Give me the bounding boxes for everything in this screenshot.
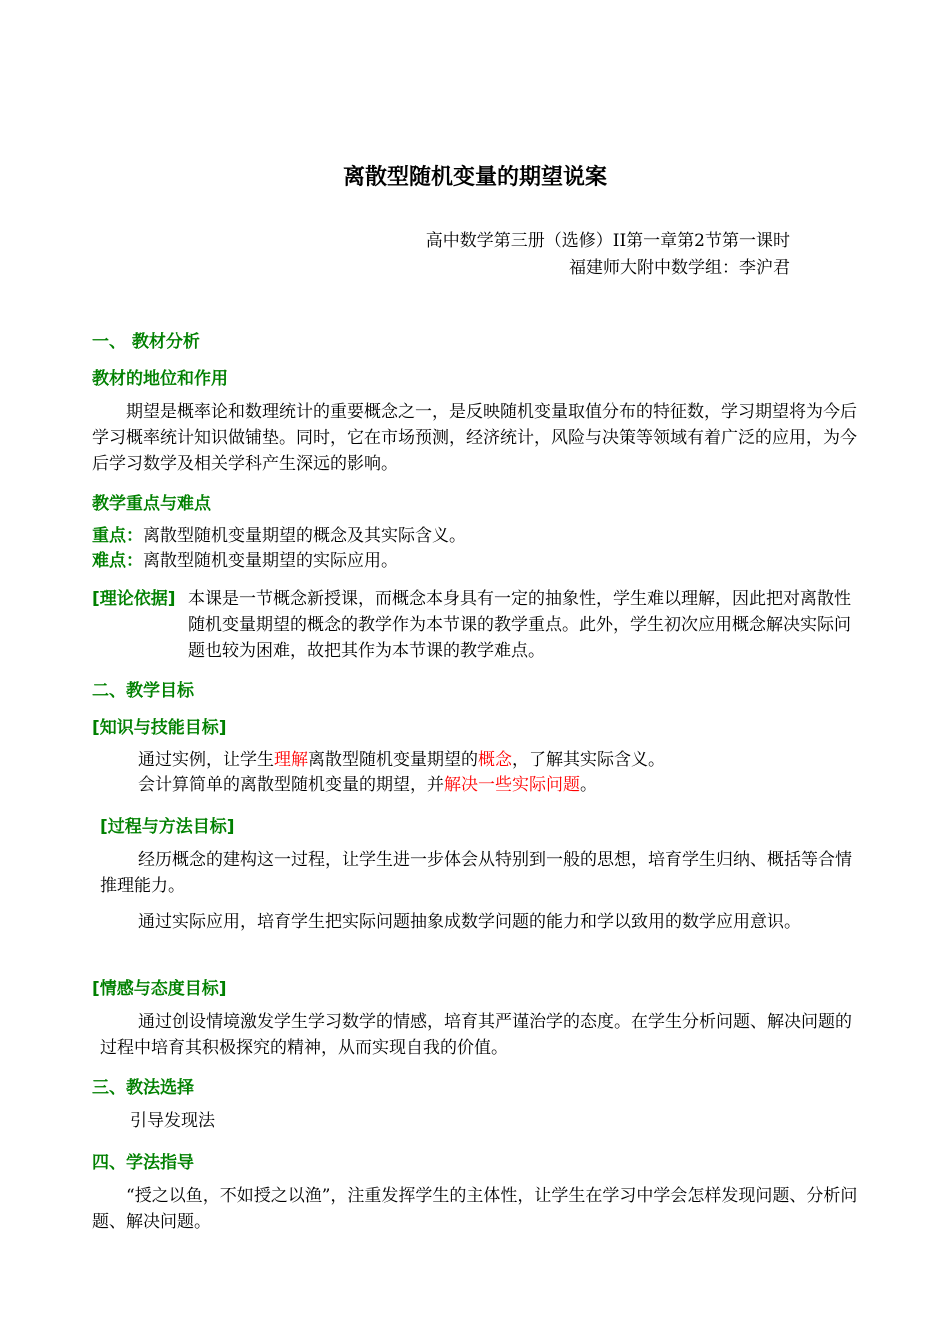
key-point-line [92, 523, 466, 549]
attitude-goal-paragraph: 通过创设情境激发学生学习数学的情感，培育其严谨治学的态度。在学生分析问题、解决问题的过程中培育其积极探究的精神，从而实现自我的价值。 [100, 1012, 852, 1058]
document-title: 离散型随机变量的期望说案 [342, 165, 607, 190]
role-paragraph: 期望是概率论和数理统计的重要概念之一，是反映随机变量取值分布的特征数，学习期望将为今后学习概率统计知识做铺垫。同时，它在市场预测，经济统计，风险与决策等领域有着广泛的应用，为今后学习数学及相关学科产生深远的影响。 [92, 402, 857, 474]
section-4-heading: 四、学法指导 [92, 1153, 194, 1173]
document-subtitle: 高中数学第三册（选修）II第一章第2节第一课时 [425, 231, 790, 251]
author-line: 福建师大附中数学组：李沪君 [569, 258, 790, 278]
process-goal-paragraph-2: 通过实际应用，培育学生把实际问题抽象成数学问题的能力和学以致用的数学应用意识。 [138, 912, 801, 932]
section-1-heading: 一、 教材分析 [92, 332, 200, 352]
difficulty-text: 离散型随机变量期望的实际应用。 [143, 551, 398, 571]
emphasis-concept: 概念 [478, 750, 512, 770]
teaching-method-text: 引导发现法 [130, 1111, 215, 1131]
emphasis-understand: 理解 [274, 750, 308, 770]
knowledge-goal-line-1: 通过实例，让学生理解离散型随机变量期望的概念，了解其实际含义。 [138, 750, 665, 770]
difficulty-line [92, 548, 398, 574]
difficulty-label: 难点： [92, 551, 143, 571]
section-1-subheading-role: 教材的地位和作用 [92, 369, 228, 389]
key-point-text: 离散型随机变量期望的概念及其实际含义。 [143, 526, 466, 546]
theory-label: [理论依据] [92, 589, 176, 609]
process-goal-label: [过程与方法目标] [100, 817, 235, 837]
theory-text: 本课是一节概念新授课，而概念本身具有一定的抽象性，学生难以理解，因此把对离散性随机变量期望的概念的教学作为本节课的教学重点。此外，学生初次应用概念解决实际问题也较为困难，故把其作为本节课的教学难点。 [188, 589, 851, 661]
section-2-heading: 二、教学目标 [92, 681, 194, 701]
emphasis-solve-problems: 解决一些实际问题 [444, 775, 580, 795]
knowledge-goal-line-2: 会计算简单的离散型随机变量的期望，并解决一些实际问题。 [138, 775, 597, 795]
process-goal-paragraph-1: 经历概念的建构这一过程，让学生进一步体会从特别到一般的思想，培育学生归纳、概括等合情推理能力。 [100, 850, 852, 896]
key-point-label: 重点： [92, 526, 143, 546]
learning-method-paragraph: “授之以鱼，不如授之以渔”，注重发挥学生的主体性，让学生在学习中学会怎样发现问题、分析问题、解决问题。 [92, 1186, 858, 1232]
knowledge-goal-label: [知识与技能目标] [92, 718, 227, 738]
attitude-goal-label: [情感与态度目标] [92, 979, 227, 999]
section-3-heading: 三、教法选择 [92, 1078, 194, 1098]
section-1-subheading-key: 教学重点与难点 [92, 494, 211, 514]
